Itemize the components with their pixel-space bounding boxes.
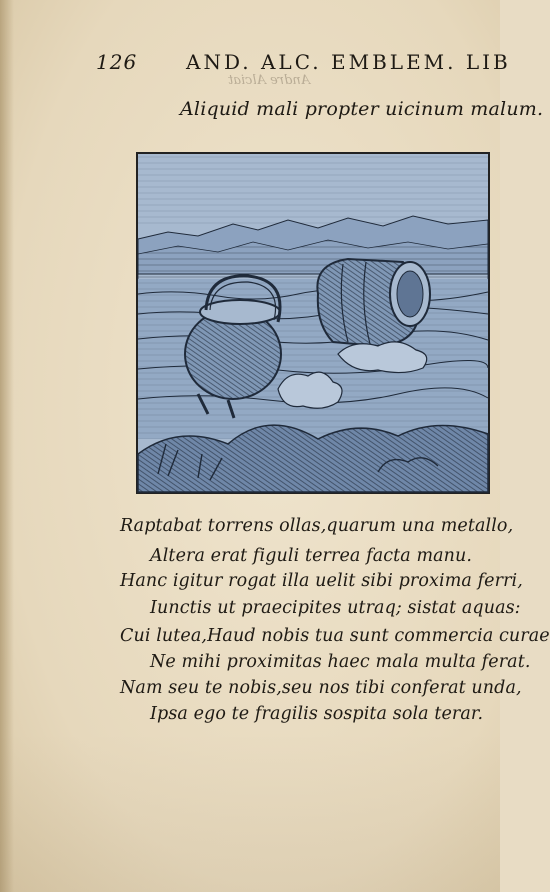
verse-line: Nam seu te nobis,seu nos tibi conferat unda, [120, 678, 522, 698]
woodcut-illustration [136, 152, 490, 494]
emblem-motto: Aliquid mali propter uicinum malum. [180, 98, 544, 120]
verse-line: Iunctis ut praecipites utraq; sistat aquas: [150, 598, 521, 618]
verse-line: Hanc igitur rogat illa uelit sibi proxima ferri, [120, 571, 523, 591]
sky-hatching [138, 154, 488, 224]
verse-line: Ipsa ego te fragilis sospita sola terar. [150, 704, 484, 724]
page-number: 126 [96, 50, 138, 74]
verse-line: Raptabat torrens ollas,quarum una metallo, [120, 516, 514, 536]
verse-line: Altera erat figuli terrea facta manu. [150, 546, 473, 566]
paper-shading [0, 732, 500, 892]
show-through-text: Andre Alciat [228, 73, 311, 88]
running-title: AND. ALC. EMBLEM. LIB [186, 50, 511, 74]
woodcut-drawing [138, 154, 488, 492]
verse-line: Cui lutea,Haud nobis tua sunt commercia curae [120, 626, 550, 646]
verse-line: Ne mihi proximitas haec mala multa ferat. [150, 652, 531, 672]
